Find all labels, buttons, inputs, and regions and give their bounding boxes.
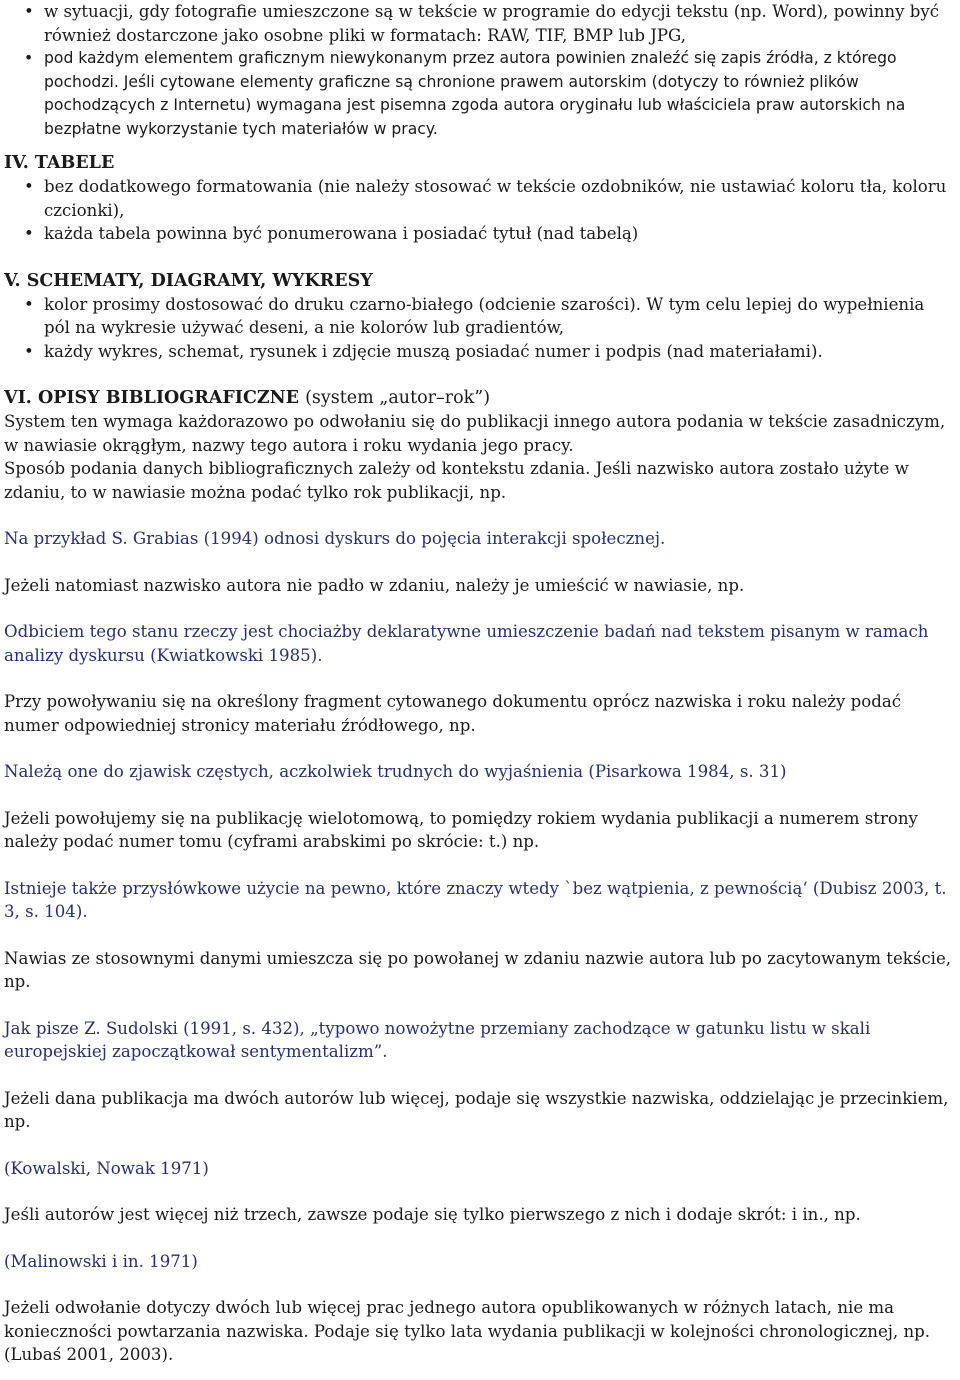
list-item: • bez dodatkowego formatowania (nie należy stosować w tekście ozdobników, nie ustawiać koloru tła, koloru czcionki),	[4, 175, 954, 222]
section-heading-tables: IV. TABELE	[4, 153, 115, 173]
paragraph: Jeżeli natomiast nazwisko autora nie padło w zdaniu, należy je umieścić w nawiasie, np.	[4, 575, 745, 595]
section-heading-bibliography	[4, 386, 954, 410]
example-citation: Na przykład S. Grabias (1994) odnosi dyskurs do pojęcia interakcji społecznej.	[4, 529, 666, 548]
list-item: • każdy wykres, schemat, rysunek i zdjęcie muszą posiadać numer i podpis (nad materiałami).	[4, 340, 954, 364]
list-item: • w sytuacji, gdy fotografie umieszczone są w tekście w programie do edycji tekstu (np. Word), powinny być również dostarczone jako osobne pliki w formatach: RAW, TIF, BMP lub JPG,	[4, 0, 954, 47]
paragraph: Jeżeli powołujemy się na publikację wielotomową, to pomiędzy rokiem wydania publikacji a numerem strony należy podać numer tomu (cyframi arabskimi po skrócie: t.) np.	[4, 808, 918, 851]
paragraph: Jeżeli odwołanie dotyczy dwóch lub więcej prac jednego autora opublikowanych w różnych latach, nie ma konieczności powtarzania nazwiska. Podaje się tylko lata wydania publikacji w kolejności chronologicznej, np. (Lubaś 2001, 2003).	[4, 1298, 931, 1364]
section3-bullet-list	[4, 0, 954, 141]
example-citation: (Kowalski, Nowak 1971)	[4, 1158, 209, 1178]
paragraph: Jeżeli dana publikacja ma dwóch autorów lub więcej, podaje się wszystkie nazwiska, oddzielając je przecinkiem, np.	[4, 1088, 949, 1131]
section-heading-bibliography-title: VI. OPISY BIBLIOGRAFICZNE	[4, 388, 299, 408]
example-citation: Istnieje także przysłówkowe użycie na pewno, które znaczy wtedy `bez wątpienia, z pewnością‘ (Dubisz 2003, t. 3, s. 104).	[4, 878, 947, 921]
paragraph: Sposób podania danych bibliograficznych zależy od kontekstu zdania. Jeśli nazwisko autora zostało użyte w zdaniu, to w nawiasie można podać tylko rok publikacji, np.	[4, 459, 909, 502]
section4-bullet-list	[4, 175, 954, 246]
section-heading-bibliography-note: (system „autor–rok”)	[305, 388, 491, 408]
paragraph: Przy powoływaniu się na określony fragment cytowanego dokumentu oprócz nazwiska i roku należy podać numer odpowiedniej stronicy materiału źródłowego, np.	[4, 692, 902, 735]
section5-bullet-list	[4, 293, 954, 364]
example-citation: Odbiciem tego stanu rzeczy jest chociażby deklaratywne umieszczenie badań nad tekstem pisanym w ramach analizy dyskursu (Kwiatkowski 1985).	[4, 622, 929, 665]
list-item: • każda tabela powinna być ponumerowana i posiadać tytuł (nad tabelą)	[4, 222, 954, 246]
paragraph: Nawias ze stosownymi danymi umieszcza się po powołanej w zdaniu nazwie autora lub po zacytowanym tekście, np.	[4, 948, 952, 991]
example-citation: (Malinowski i in. 1971)	[4, 1251, 198, 1271]
example-citation: Jak pisze Z. Sudolski (1991, s. 432), „typowo nowożytne przemiany zachodzące w gatunku listu w skali europejskiej zapoczątkował sentymentalizm”.	[4, 1018, 871, 1061]
paragraph: Jeśli autorów jest więcej niż trzech, zawsze podaje się tylko pierwszego z nich i dodaje skrót: i in., np.	[4, 1205, 861, 1224]
list-item: • pod każdym elementem graficznym niewykonanym przez autora powinien znaleźć się zapis źródła, z którego pochodzi. Jeśli cytowane elementy graficzne są chronione prawem autorskim (dotyczy to również plików pochodzących z Internetu) wymagana jest pisemna zgoda autora oryginału lub właściciela praw autorskich na bezpłatne wykorzystanie tych materiałów w pracy.	[4, 47, 954, 141]
list-item: • kolor prosimy dostosować do druku czarno-białego (odcienie szarości). W tym celu lepiej do wypełnienia pól na wykresie używać deseni, a nie kolorów lub gradientów,	[4, 293, 954, 340]
section-heading-diagrams: V. SCHEMATY, DIAGRAMY, WYKRESY	[4, 270, 373, 291]
paragraph: System ten wymaga każdorazowo po odwołaniu się do publikacji innego autora podania w tekście zasadniczym, w nawiasie okrągłym, nazwy tego autora i roku wydania jego pracy.	[4, 412, 946, 455]
example-citation: Należą one do zjawisk częstych, aczkolwiek trudnych do wyjaśnienia (Pisarkowa 1984, s. 31)	[4, 762, 787, 781]
